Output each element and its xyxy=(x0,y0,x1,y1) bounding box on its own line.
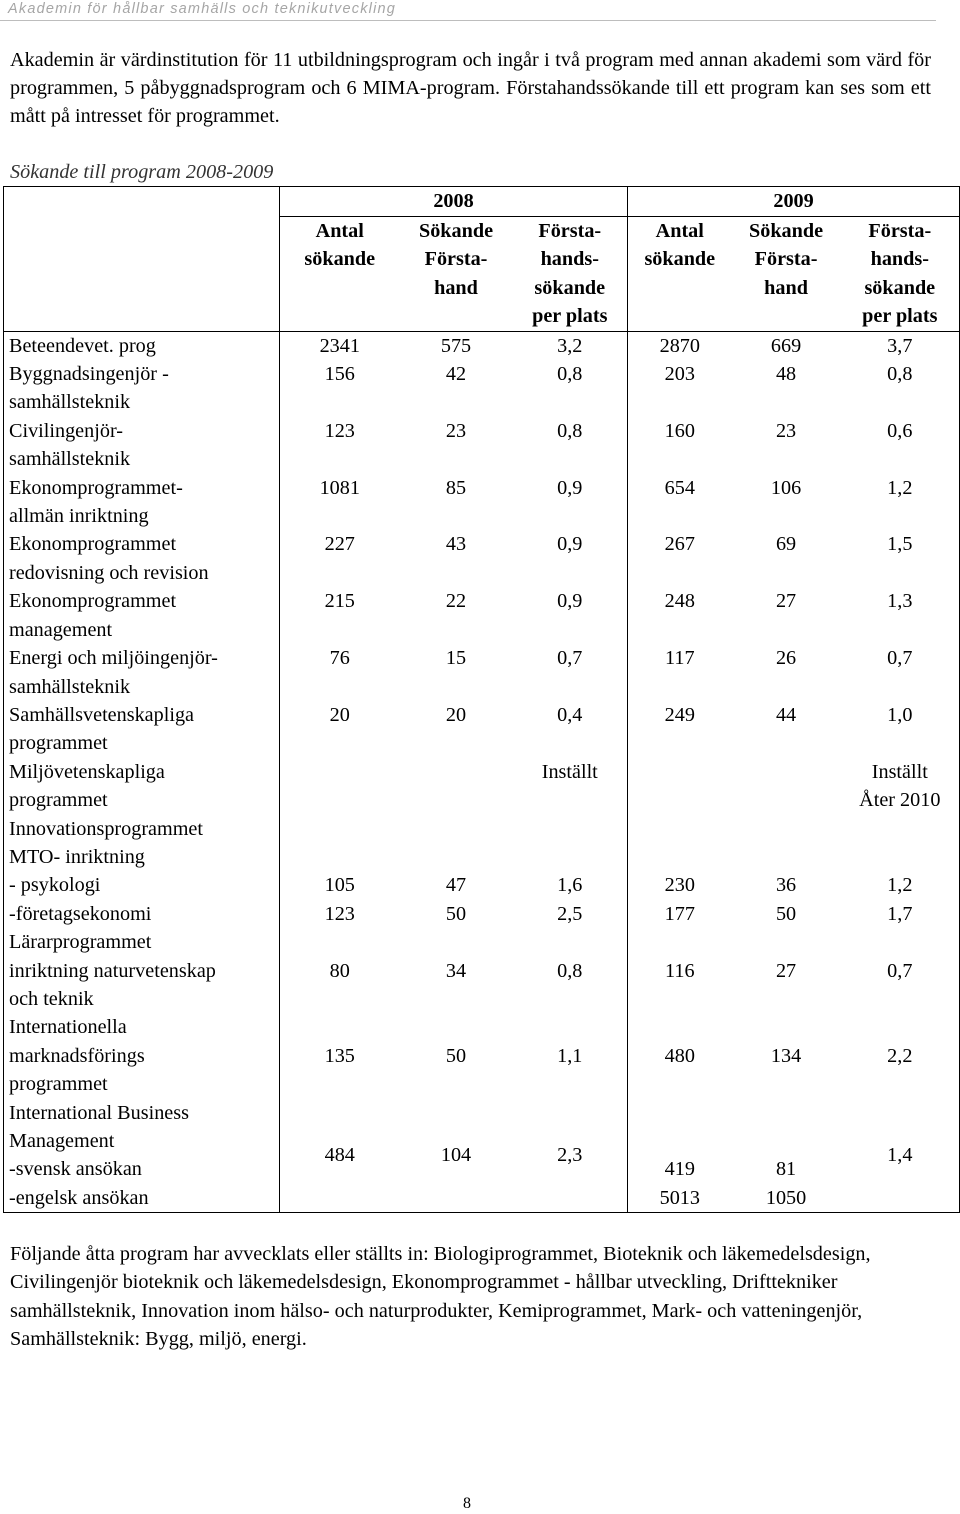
value-cell: 2870 xyxy=(659,334,700,357)
value-cell: 0,8 xyxy=(513,417,628,474)
program-name-cell: Ekonomprogrammet- allmän inriktning xyxy=(4,474,280,531)
program-name-cell: Samhällsvetenskapliga programmet xyxy=(4,701,280,758)
table-row xyxy=(4,417,960,474)
table-row xyxy=(4,331,960,360)
value-cell: 575 xyxy=(440,334,472,357)
value-cell: 0,6 xyxy=(841,417,960,474)
value-cell: 1081 xyxy=(319,476,360,499)
value-cell: 80 xyxy=(329,959,350,982)
value-cell: 43 xyxy=(445,533,467,556)
value-cell: 669 xyxy=(770,334,802,357)
value-cell: 203 xyxy=(664,363,695,386)
value-cell: Inställt xyxy=(513,758,628,815)
value-cell: 81 1050 xyxy=(732,1099,841,1213)
value-cell: 249 xyxy=(664,703,695,726)
value-cell: 26 xyxy=(775,647,797,670)
value-cell: 1,1 xyxy=(513,1013,628,1098)
value-cell: 0,7 xyxy=(841,644,960,701)
applicants-table xyxy=(3,186,960,1213)
value-cell: 480 xyxy=(664,1044,695,1067)
column-header: Sökande Första- hand xyxy=(732,217,841,332)
program-name-cell: Civilingenjör- samhällsteknik xyxy=(4,417,280,474)
table-row xyxy=(4,815,960,929)
column-header: Första- hands- sökande per plats xyxy=(841,217,960,332)
value-cell: 117 xyxy=(665,647,695,670)
program-name-cell: Lärarprogrammet inriktning naturvetenskap och teknik xyxy=(4,928,280,1013)
value-cell: 123 xyxy=(324,419,355,442)
value-cell: 27 xyxy=(775,959,797,982)
running-header-text: Akademin för hållbar samhälls och teknikutveckling xyxy=(8,1,397,17)
value-cell: 134 xyxy=(770,1044,802,1067)
value-cell: 20 xyxy=(445,703,467,726)
value-cell: 0,8 xyxy=(841,360,960,417)
program-name-cell: Miljövetenskapliga programmet xyxy=(4,758,280,815)
value-cell: 1,5 xyxy=(841,530,960,587)
page-header xyxy=(0,0,960,22)
value-cell: 654 xyxy=(664,476,695,499)
table-row xyxy=(4,758,960,815)
program-name-cell: Energi och miljöingenjör- samhällsteknik xyxy=(4,644,280,701)
value-cell: 85 xyxy=(445,476,467,499)
value-cell: 1,0 xyxy=(841,701,960,758)
year-2009-header: 2009 xyxy=(628,187,960,217)
value-cell: 215 xyxy=(324,590,355,613)
value-cell: 1,3 xyxy=(841,587,960,644)
value-cell: 156 xyxy=(324,363,355,386)
value-cell: 34 xyxy=(445,959,467,982)
column-header: Första- hands- sökande per plats xyxy=(513,217,628,332)
column-header: Antal sökande xyxy=(280,217,400,332)
value-cell: 0,7 xyxy=(841,928,960,1013)
value-cell: 27 xyxy=(775,590,797,613)
value-cell: 0,9 xyxy=(513,587,628,644)
value-cell: 22 xyxy=(445,590,467,613)
table-row xyxy=(4,1099,960,1213)
empty-corner-cell xyxy=(4,187,280,332)
value-cell: 50 xyxy=(445,1044,467,1067)
value-cell: 69 xyxy=(775,533,797,556)
table-row xyxy=(4,587,960,644)
column-header: Antal sökande xyxy=(628,217,732,332)
value-cell: 0,9 xyxy=(513,474,628,531)
year-2008-header: 2008 xyxy=(280,187,628,217)
table-row xyxy=(4,530,960,587)
value-cell: 160 xyxy=(664,419,695,442)
value-cell: 2,2 xyxy=(841,1013,960,1098)
table-row xyxy=(4,360,960,417)
value-cell: 3,7 xyxy=(841,331,960,360)
value-cell: 42 xyxy=(445,363,467,386)
program-name-cell: Byggnadsingenjör - samhällsteknik xyxy=(4,360,280,417)
value-cell: 116 xyxy=(665,959,695,982)
value-cell: 20 xyxy=(329,703,350,726)
value-cell: 23 xyxy=(445,419,467,442)
value-cell: 248 xyxy=(664,590,695,613)
program-name-cell: Ekonomprogrammet management xyxy=(4,587,280,644)
program-name-cell: Internationella marknadsförings programmet xyxy=(4,1013,280,1098)
table-row xyxy=(4,1013,960,1098)
value-cell: 23 xyxy=(775,419,797,442)
discontinued-programs-paragraph: Följande åtta program har avvecklats eller ställts in: Biologiprogrammet, Bioteknik och läkemedelsdesign, Civilingenjör bioteknik och läkemedelsdesign, Ekonomprogrammet - hållbar utveckling, Drifttekniker samhällsteknik, Innovation inom hälso- och naturprodukter, Kemiprogrammet, Mark- och vatteningenjör, Samhällsteknik: Bygg, miljö, energi. xyxy=(10,1243,871,1351)
value-cell: 3,2 xyxy=(513,331,628,360)
value-cell xyxy=(732,758,841,815)
value-cell xyxy=(400,758,513,815)
table-row xyxy=(4,701,960,758)
program-name-cell: Beteendevet. prog xyxy=(4,331,280,360)
value-cell: Inställt Åter 2010 xyxy=(841,758,960,815)
value-cell: 267 xyxy=(664,533,695,556)
value-cell xyxy=(628,758,732,815)
page-number: 8 xyxy=(463,1495,471,1512)
table-row xyxy=(4,644,960,701)
table-caption: Sökande till program 2008-2009 xyxy=(10,161,274,183)
table-row xyxy=(4,928,960,1013)
value-cell: 1,2 xyxy=(841,474,960,531)
value-cell: 104 xyxy=(400,1099,513,1213)
value-cell: 2341 xyxy=(319,334,360,357)
value-cell: 135 xyxy=(324,1044,355,1067)
value-cell: 76 xyxy=(329,647,350,670)
value-cell: 1,2 1,7 xyxy=(841,815,960,929)
value-cell: 0,8 xyxy=(513,928,628,1013)
value-cell: 1,4 xyxy=(841,1099,960,1213)
value-cell: 0,9 xyxy=(513,530,628,587)
intro-paragraph: Akademin är värdinstitution för 11 utbildningsprogram och ingår i två program med annan akademi som värd för programmen, 5 påbyggnadsprogram och 6 MIMA-program. Förstahandssökande till ett program kan ses som ett mått på intresset för programmet. xyxy=(10,49,931,127)
value-cell: 0,8 xyxy=(513,360,628,417)
value-cell: 0,7 xyxy=(513,644,628,701)
value-cell: 230 177 xyxy=(664,874,695,925)
value-cell xyxy=(280,758,400,815)
column-header: Sökande Första- hand xyxy=(400,217,513,332)
value-cell: 15 xyxy=(445,647,467,670)
value-cell: 0,4 xyxy=(513,701,628,758)
value-cell: 105 123 xyxy=(324,874,355,925)
value-cell: 484 xyxy=(280,1099,400,1213)
value-cell: 36 50 xyxy=(775,874,797,925)
value-cell: 227 xyxy=(324,533,355,556)
year-header-row xyxy=(4,187,960,217)
table-row xyxy=(4,474,960,531)
header-rule xyxy=(0,20,936,21)
value-cell: 47 50 xyxy=(445,874,467,925)
value-cell: 419 5013 xyxy=(628,1099,732,1213)
value-cell: 48 xyxy=(775,363,797,386)
value-cell: 44 xyxy=(775,703,797,726)
program-name-cell: Ekonomprogrammet redovisning och revision xyxy=(4,530,280,587)
value-cell: 106 xyxy=(770,476,802,499)
program-name-cell: International Business Management -svensk ansökan -engelsk ansökan xyxy=(4,1099,280,1213)
value-cell: 2,3 xyxy=(513,1099,628,1213)
program-name-cell: Innovationsprogrammet MTO- inriktning - psykologi -företagsekonomi xyxy=(4,815,280,929)
value-cell: 1,6 2,5 xyxy=(513,815,628,929)
